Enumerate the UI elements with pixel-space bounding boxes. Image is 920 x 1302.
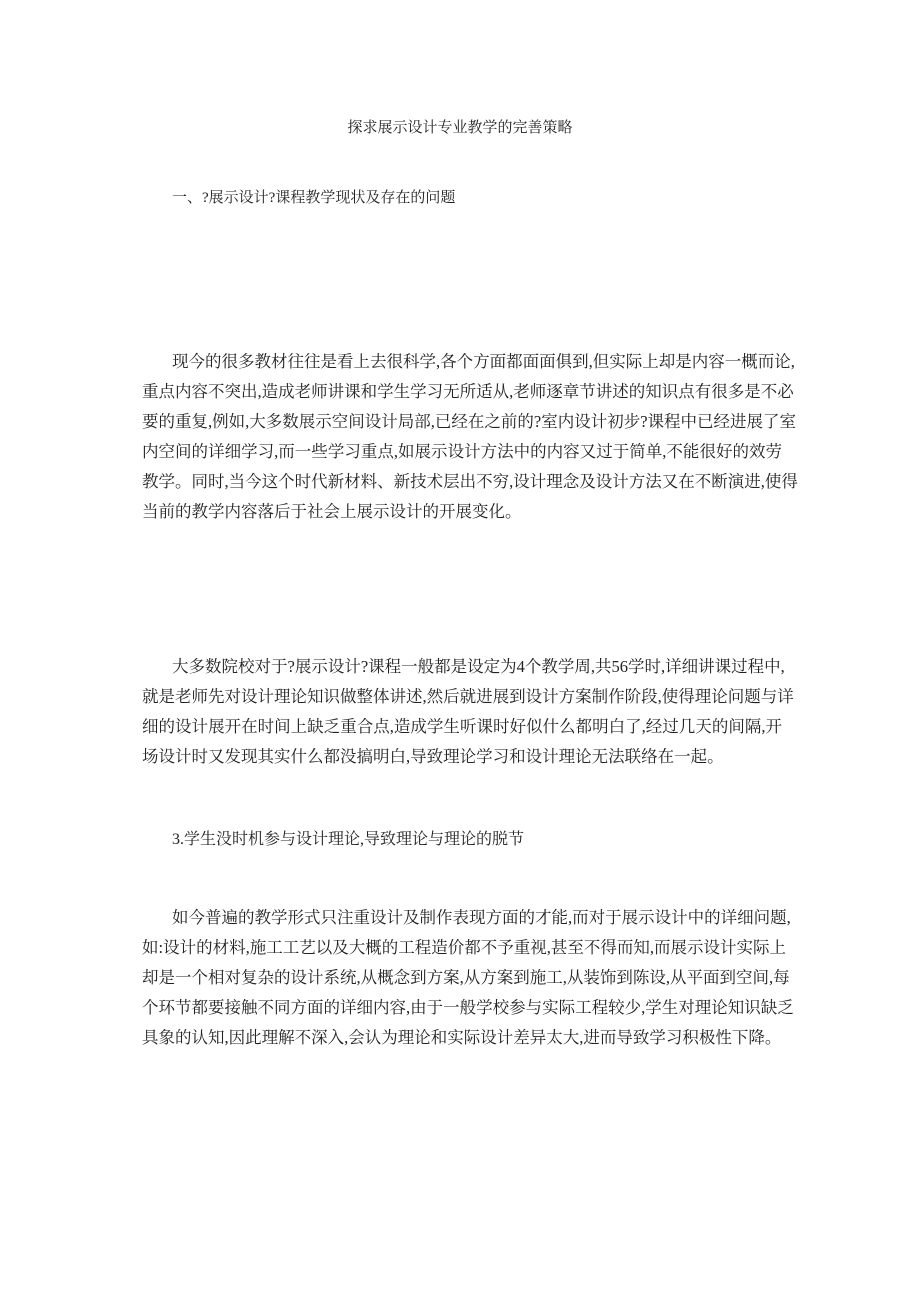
paragraph-2 bbox=[142, 652, 794, 772]
paragraph-line: 细的设计展开在时间上缺乏重合点,造成学生听课时好似什么都明白了,经过几天的间隔,开 bbox=[142, 717, 782, 736]
paragraph-line: 大多数院校对于?展示设计?课程一般都是设定为4个教学周,共56学时,详细讲课过程中, bbox=[172, 657, 785, 676]
paragraph-line: 具象的认知,因此理解不深入,会认为理论和实际设计差异太大,进而导致学习积极性下降。 bbox=[142, 1028, 782, 1047]
paragraph-line: 教学。同时,当今这个时代新材料、新技术层出不穷,设计理念及设计方法又在不断演进,使得 bbox=[142, 472, 798, 491]
paragraph-line: 场设计时又发现其实什么都没搞明白,导致理论学习和设计理论无法联络在一起。 bbox=[142, 747, 724, 766]
paragraph-line: 如今普遍的教学形式只注重设计及制作表现方面的才能,而对于展示设计中的详细问题, bbox=[172, 908, 791, 927]
section-heading-3: 3.学生没时机参与设计理论,导致理论与理论的脱节 bbox=[172, 831, 525, 848]
paragraph-line: 却是一个相对复杂的设计系统,从概念到方案,从方案到施工,从装饰到陈设,从平面到空间,每 bbox=[142, 968, 790, 987]
paragraph-line: 个环节都要接触不同方面的详细内容,由于一般学校参与实际工程较少,学生对理论知识缺乏 bbox=[142, 998, 794, 1017]
paragraph-3 bbox=[142, 903, 794, 1053]
paragraph-line: 内空间的详细学习,而一些学习重点,如展示设计方法中的内容又过于简单,不能很好的效劳 bbox=[142, 442, 782, 461]
paragraph-line: 现今的很多教材往往是看上去很科学,各个方面都面面俱到,但实际上却是内容一概而论, bbox=[172, 352, 795, 371]
paragraph-line: 就是老师先对设计理论知识做整体讲述,然后就进展到设计方案制作阶段,使得理论问题与详 bbox=[142, 687, 794, 706]
document-title: 探求展示设计专业教学的完善策略 bbox=[347, 120, 573, 136]
section-heading-1: 一、?展示设计?课程教学现状及存在的问题 bbox=[172, 190, 456, 206]
paragraph-line: 如:设计的材料,施工工艺以及大概的工程造价都不予重视,甚至不得而知,而展示设计实际上 bbox=[142, 938, 786, 957]
paragraph-line: 重点内容不突出,造成老师讲课和学生学习无所适从,老师逐章节讲述的知识点有很多是不必 bbox=[142, 382, 794, 401]
paragraph-line: 要的重复,例如,大多数展示空间设计局部,已经在之前的?室内设计初步?课程中已经进展了室 bbox=[142, 412, 797, 431]
paragraph-1 bbox=[142, 347, 798, 527]
paragraph-line: 当前的教学内容落后于社会上展示设计的开展变化。 bbox=[142, 502, 522, 521]
